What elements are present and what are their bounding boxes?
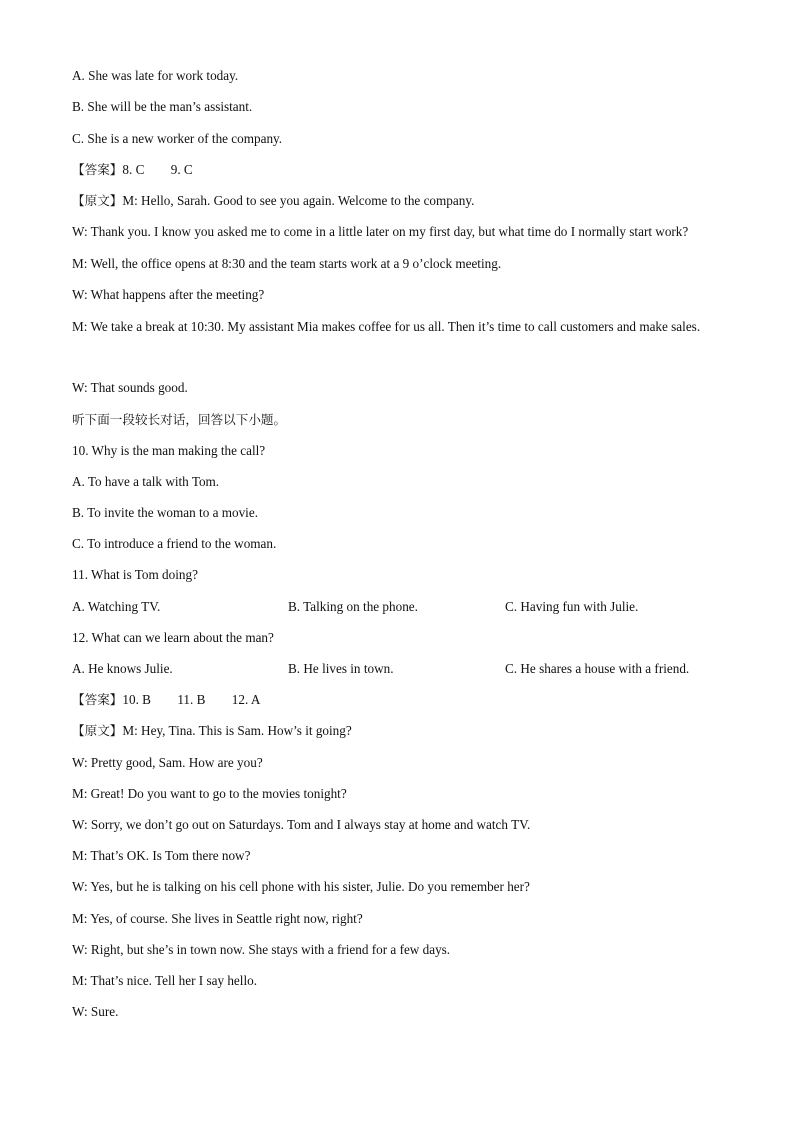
answer-tag: 【答案】: [72, 692, 123, 707]
q10-option-b: B. To invite the woman to a movie.: [72, 505, 258, 520]
script-line: M: Well, the office opens at 8:30 and the team starts work at a 9 o’clock meeting.: [72, 256, 502, 271]
script-text: M: Hey, Tina. This is Sam. How’s it going?: [122, 723, 352, 738]
answer-text: 10. B 11. B 12. A: [122, 692, 261, 707]
script-line: M: Great! Do you want to go to the movies tonight?: [72, 786, 347, 801]
script-line: W: Sorry, we don’t go out on Saturdays. Tom and I always stay at home and watch TV.: [72, 817, 531, 832]
script-line: W: Thank you. I know you asked me to come in a little later on my first day, but what time do I normally start work?: [72, 224, 689, 239]
q12-option-a: A. He knows Julie.: [72, 661, 173, 676]
option-b: B. She will be the man’s assistant.: [72, 99, 253, 114]
answer-line-2: [72, 692, 724, 708]
option-c: C. She is a new worker of the company.: [72, 131, 283, 146]
script-tag: 【原文】: [72, 193, 123, 208]
q11-option-b: B. Talking on the phone.: [288, 599, 418, 614]
script-text: M: Hello, Sarah. Good to see you again. Welcome to the company.: [122, 193, 475, 208]
question-11: 11. What is Tom doing?: [72, 567, 198, 582]
script-line: M: That’s nice. Tell her I say hello.: [72, 973, 258, 988]
script-line: M: That’s OK. Is Tom there now?: [72, 848, 251, 863]
q10-option-a: A. To have a talk with Tom.: [72, 474, 220, 489]
script-line: W: That sounds good.: [72, 380, 188, 395]
script-line: W: Pretty good, Sam. How are you?: [72, 755, 263, 770]
section-instruction: 听下面一段较长对话，回答以下小题。: [72, 412, 287, 427]
answer-text: 8. C 9. C: [122, 162, 193, 177]
q12-option-b: B. He lives in town.: [288, 661, 394, 676]
q12-option-c: C. He shares a house with a friend.: [505, 661, 690, 676]
script-line-2: [72, 723, 724, 739]
script-tag: 【原文】: [72, 723, 123, 738]
q10-option-c: C. To introduce a friend to the woman.: [72, 536, 277, 551]
answer-line: [72, 162, 724, 178]
script-line: [72, 193, 724, 209]
script-line: M: Yes, of course. She lives in Seattle right now, right?: [72, 911, 363, 926]
script-line: W: Right, but she’s in town now. She stays with a friend for a few days.: [72, 942, 451, 957]
option-a: A. She was late for work today.: [72, 68, 239, 83]
q11-option-c: C. Having fun with Julie.: [505, 599, 639, 614]
script-line: W: Sure.: [72, 1004, 119, 1019]
script-line: M: We take a break at 10:30. My assistant Mia makes coffee for us all. Then it’s time to call customers and make sales.: [72, 319, 701, 334]
script-line: W: What happens after the meeting?: [72, 287, 265, 302]
q11-options: [72, 599, 724, 615]
q12-options: [72, 661, 724, 677]
question-12: 12. What can we learn about the man?: [72, 630, 274, 645]
script-line: W: Yes, but he is talking on his cell phone with his sister, Julie. Do you remember her?: [72, 879, 530, 894]
q11-option-a: A. Watching TV.: [72, 599, 161, 614]
answer-tag: 【答案】: [72, 162, 123, 177]
question-10: 10. Why is the man making the call?: [72, 443, 266, 458]
